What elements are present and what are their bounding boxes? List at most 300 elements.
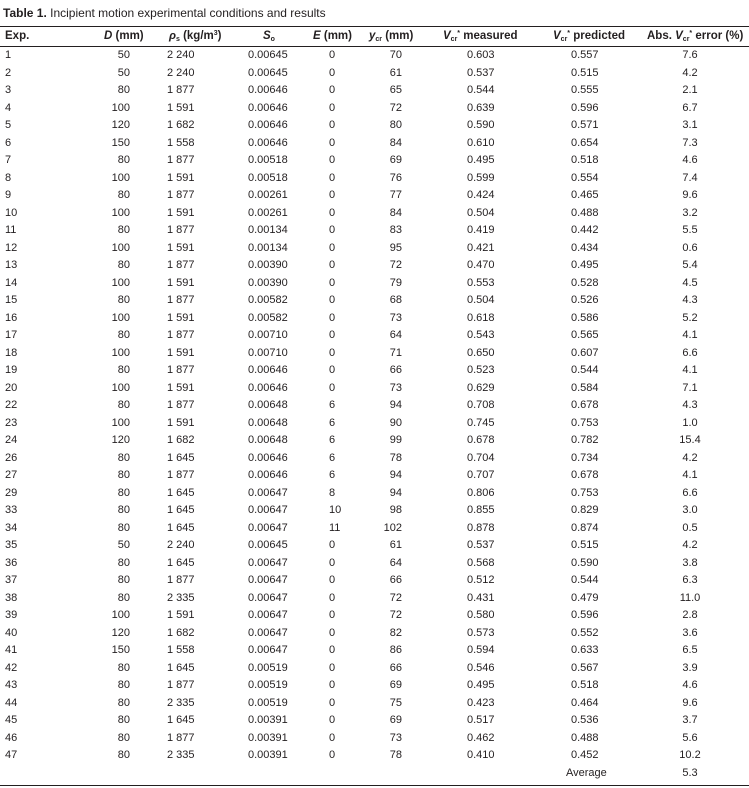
- cell-abs-error: 4.3: [682, 294, 698, 306]
- cell-diameter: 100: [111, 609, 130, 621]
- cell-density: 1 558: [167, 644, 195, 656]
- cell-exp: 40: [5, 626, 18, 639]
- cell-diameter: 80: [117, 469, 130, 481]
- cell-exp: 17: [5, 329, 18, 341]
- cell-ycr: 84: [389, 206, 402, 219]
- cell-abs-error: 3.6: [682, 626, 698, 639]
- cell-vcr-measured: 0.537: [467, 66, 495, 79]
- cell-diameter: 80: [117, 731, 130, 744]
- cell-vcr-predicted: 0.495: [571, 259, 599, 271]
- cell-vcr-measured: 0.639: [467, 101, 495, 114]
- cell-slope: 0.00648: [248, 434, 288, 446]
- cell-vcr-measured: 0.523: [467, 364, 495, 376]
- cell-slope: 0.00134: [248, 241, 288, 254]
- cell-ycr: 66: [389, 661, 402, 674]
- cell-abs-error: 3.8: [682, 556, 698, 569]
- cell-vcr-predicted: 0.518: [571, 154, 599, 166]
- cell-ycr: 75: [389, 696, 402, 709]
- table-row: [0, 397, 749, 415]
- cell-abs-error: 7.3: [682, 136, 698, 149]
- cell-vcr-predicted: 0.586: [571, 311, 599, 324]
- cell-density: 1 591: [167, 206, 195, 219]
- table-row: [0, 747, 749, 765]
- table-row: [0, 82, 749, 100]
- cell-abs-error: 2.1: [682, 84, 698, 96]
- cell-density: 1 877: [167, 679, 195, 691]
- cell-slope: 0.00518: [248, 154, 288, 166]
- cell-vcr-measured: 0.618: [467, 311, 495, 324]
- cell-slope: 0.00646: [248, 381, 288, 394]
- cell-e: 0: [329, 696, 336, 709]
- cell-diameter: 80: [117, 696, 130, 709]
- cell-vcr-predicted: 0.607: [571, 346, 599, 359]
- cell-density: 1 877: [167, 399, 195, 411]
- cell-density: 1 591: [167, 609, 195, 621]
- table-row: [0, 362, 749, 380]
- table-row: [0, 257, 749, 275]
- cell-vcr-predicted: 0.753: [571, 416, 599, 429]
- cell-vcr-measured: 0.419: [467, 224, 495, 236]
- cell-vcr-predicted: 0.515: [571, 539, 599, 551]
- table-row: [0, 380, 749, 398]
- cell-abs-error: 11.0: [679, 591, 701, 604]
- cell-vcr-predicted: 0.536: [571, 714, 599, 726]
- header-vcr-predicted: $V_{cr}^*$ predicted: [553, 30, 625, 43]
- cell-ycr: 66: [389, 364, 402, 376]
- cell-exp: 41: [5, 644, 18, 656]
- cell-vcr-predicted: 0.488: [571, 731, 599, 744]
- cell-ycr: 64: [389, 556, 402, 569]
- cell-vcr-measured: 0.512: [467, 574, 495, 586]
- table-row: [0, 607, 749, 625]
- table-row: [0, 170, 749, 188]
- cell-abs-error: 5.6: [682, 731, 698, 744]
- cell-slope: 0.00710: [248, 346, 288, 359]
- cell-e: 0: [329, 609, 336, 621]
- cell-vcr-predicted: 0.442: [571, 224, 599, 236]
- cell-slope: 0.00646: [248, 451, 288, 464]
- cell-vcr-measured: 0.678: [467, 434, 495, 446]
- cell-abs-error: 3.9: [682, 661, 698, 674]
- cell-exp: 3: [5, 84, 12, 96]
- cell-e: 0: [329, 136, 336, 149]
- cell-exp: 24: [5, 434, 18, 446]
- cell-e: 8: [329, 486, 336, 499]
- cell-exp: 42: [5, 661, 18, 674]
- cell-slope: 0.00391: [248, 749, 288, 761]
- cell-ycr: 77: [389, 189, 402, 201]
- cell-abs-error: 5.2: [682, 311, 698, 324]
- cell-density: 1 682: [167, 626, 195, 639]
- cell-exp: 29: [5, 486, 18, 499]
- cell-exp: 26: [5, 451, 18, 464]
- cell-ycr: 90: [389, 416, 402, 429]
- cell-abs-error: 15.4: [679, 434, 701, 446]
- cell-abs-error: 4.2: [682, 451, 698, 464]
- cell-e: 0: [329, 276, 336, 289]
- cell-vcr-predicted: 0.434: [571, 241, 599, 254]
- cell-diameter: 80: [117, 224, 130, 236]
- cell-diameter: 100: [111, 206, 130, 219]
- cell-vcr-predicted: 0.678: [571, 399, 599, 411]
- cell-diameter: 80: [117, 521, 130, 534]
- cell-density: 1 591: [167, 381, 195, 394]
- cell-diameter: 80: [117, 329, 130, 341]
- cell-abs-error: 3.7: [682, 714, 698, 726]
- cell-exp: 37: [5, 574, 18, 586]
- table-row: [0, 625, 749, 643]
- cell-e: 0: [329, 346, 336, 359]
- table-row: [0, 642, 749, 660]
- cell-exp: 9: [5, 189, 12, 201]
- header-density: $\rho_s$ $(kg/m^3)$: [169, 30, 222, 43]
- cell-ycr: 69: [389, 154, 402, 166]
- table-header: [0, 27, 749, 46]
- cell-diameter: 150: [111, 136, 130, 149]
- cell-ycr: 69: [389, 714, 402, 726]
- cell-ycr: 84: [389, 136, 402, 149]
- cell-ycr: 61: [389, 539, 402, 551]
- cell-density: 1 877: [167, 84, 195, 96]
- cell-density: 1 877: [167, 294, 195, 306]
- cell-diameter: 50: [117, 539, 130, 551]
- header-ycr: $y_{cr}$ (mm): [369, 30, 414, 43]
- cell-ycr: 78: [389, 451, 402, 464]
- cell-e: 0: [329, 644, 336, 656]
- cell-density: 1 645: [167, 661, 195, 674]
- cell-vcr-predicted: 0.596: [571, 101, 599, 114]
- cell-ycr: 94: [389, 469, 402, 481]
- cell-vcr-predicted: 0.654: [571, 136, 599, 149]
- cell-vcr-measured: 0.424: [467, 189, 495, 201]
- cell-abs-error: 0.5: [682, 521, 698, 534]
- cell-density: 1 877: [167, 574, 195, 586]
- cell-density: 1 591: [167, 276, 195, 289]
- cell-e: 0: [329, 311, 336, 324]
- cell-abs-error: 10.2: [679, 749, 701, 761]
- cell-slope: 0.00391: [248, 731, 288, 744]
- cell-abs-error: 6.6: [682, 486, 698, 499]
- cell-diameter: 80: [117, 679, 130, 691]
- cell-exp: 7: [5, 154, 12, 166]
- cell-e: 0: [329, 714, 336, 726]
- cell-e: 0: [329, 294, 336, 306]
- cell-density: 2 240: [167, 539, 195, 551]
- cell-abs-error: 4.3: [682, 399, 698, 411]
- cell-diameter: 80: [117, 574, 130, 586]
- cell-ycr: 69: [389, 679, 402, 691]
- cell-slope: 0.00648: [248, 399, 288, 411]
- cell-diameter: 120: [111, 626, 130, 639]
- cell-e: 6: [329, 469, 336, 481]
- cell-vcr-predicted: 0.596: [571, 609, 599, 621]
- cell-e: 0: [329, 591, 336, 604]
- cell-exp: 46: [5, 731, 18, 744]
- cell-e: 0: [329, 66, 336, 79]
- cell-slope: 0.00519: [248, 661, 288, 674]
- cell-ycr: 73: [389, 731, 402, 744]
- cell-abs-error: 7.1: [682, 381, 698, 394]
- cell-exp: 6: [5, 136, 12, 149]
- cell-e: 0: [329, 119, 336, 131]
- cell-vcr-predicted: 0.465: [571, 189, 599, 201]
- cell-vcr-predicted: 0.544: [571, 364, 599, 376]
- cell-e: 0: [329, 329, 336, 341]
- cell-ycr: 68: [389, 294, 402, 306]
- cell-density: 1 645: [167, 486, 195, 499]
- table-row: [0, 152, 749, 170]
- cell-diameter: 120: [111, 119, 130, 131]
- cell-exp: 2: [5, 66, 12, 79]
- cell-abs-error: 4.2: [682, 539, 698, 551]
- cell-diameter: 80: [117, 661, 130, 674]
- cell-diameter: 80: [117, 556, 130, 569]
- cell-density: 1 877: [167, 154, 195, 166]
- cell-ycr: 94: [389, 486, 402, 499]
- cell-vcr-measured: 0.599: [467, 171, 495, 184]
- cell-vcr-measured: 0.707: [467, 469, 495, 481]
- cell-vcr-predicted: 0.753: [571, 486, 599, 499]
- cell-diameter: 80: [117, 364, 130, 376]
- cell-abs-error: 2.8: [682, 609, 698, 621]
- cell-abs-error: 5.5: [682, 224, 698, 236]
- cell-slope: 0.00645: [248, 66, 288, 79]
- table-row: [0, 432, 749, 450]
- cell-abs-error: 3.2: [682, 206, 698, 219]
- cell-vcr-measured: 0.537: [467, 539, 495, 551]
- cell-vcr-predicted: 0.734: [571, 451, 599, 464]
- table-row: [0, 187, 749, 205]
- cell-vcr-measured: 0.553: [467, 276, 495, 289]
- cell-exp: 14: [5, 276, 18, 289]
- cell-diameter: 120: [111, 434, 130, 446]
- table-row: [0, 677, 749, 695]
- cell-vcr-measured: 0.431: [467, 591, 495, 604]
- header-slope: $S_o$: [263, 30, 275, 43]
- cell-density: 1 877: [167, 731, 195, 744]
- cell-vcr-measured: 0.504: [467, 294, 495, 306]
- cell-slope: 0.00646: [248, 469, 288, 481]
- cell-ycr: 71: [389, 346, 402, 359]
- cell-e: 0: [329, 154, 336, 166]
- cell-diameter: 80: [117, 504, 130, 516]
- cell-exp: 18: [5, 346, 18, 359]
- cell-vcr-measured: 0.462: [467, 731, 495, 744]
- cell-vcr-measured: 0.544: [467, 84, 495, 96]
- cell-slope: 0.00519: [248, 696, 288, 709]
- cell-density: 2 335: [167, 696, 195, 709]
- cell-vcr-measured: 0.603: [467, 49, 495, 61]
- table-row: [0, 47, 749, 65]
- cell-vcr-measured: 0.517: [467, 714, 495, 726]
- cell-vcr-measured: 0.594: [467, 644, 495, 656]
- cell-vcr-predicted: 0.565: [571, 329, 599, 341]
- cell-vcr-measured: 0.708: [467, 399, 495, 411]
- cell-e: 0: [329, 364, 336, 376]
- cell-e: 6: [329, 416, 336, 429]
- cell-exp: 34: [5, 521, 18, 534]
- cell-abs-error: 9.6: [682, 696, 698, 709]
- cell-ycr: 66: [389, 574, 402, 586]
- cell-e: 0: [329, 749, 336, 761]
- cell-vcr-measured: 0.421: [467, 241, 495, 254]
- cell-exp: 36: [5, 556, 18, 569]
- cell-ycr: 72: [389, 259, 402, 271]
- table-row: [0, 117, 749, 135]
- cell-ycr: 95: [389, 241, 402, 254]
- cell-vcr-predicted: 0.782: [571, 434, 599, 446]
- cell-vcr-predicted: 0.584: [571, 381, 599, 394]
- cell-abs-error: 6.3: [682, 574, 698, 586]
- cell-density: 1 591: [167, 101, 195, 114]
- cell-e: 0: [329, 171, 336, 184]
- cell-e: 6: [329, 399, 336, 411]
- cell-exp: 10: [5, 206, 18, 219]
- cell-vcr-predicted: 0.874: [571, 521, 599, 534]
- cell-exp: 27: [5, 469, 18, 481]
- cell-vcr-predicted: 0.555: [571, 84, 599, 96]
- cell-exp: 5: [5, 119, 12, 131]
- cell-slope: 0.00647: [248, 556, 288, 569]
- cell-abs-error: 4.1: [682, 329, 698, 341]
- cell-vcr-predicted: 0.829: [571, 504, 599, 516]
- cell-ycr: 61: [389, 66, 402, 79]
- cell-density: 1 591: [167, 171, 195, 184]
- cell-ycr: 98: [389, 504, 402, 516]
- cell-density: 2 240: [167, 66, 195, 79]
- cell-e: 11: [329, 521, 341, 534]
- cell-abs-error: 6.7: [682, 101, 698, 114]
- cell-slope: 0.00519: [248, 679, 288, 691]
- cell-e: 0: [329, 679, 336, 691]
- cell-abs-error: 4.2: [682, 66, 698, 79]
- cell-vcr-predicted: 0.633: [571, 644, 599, 656]
- table-row: [0, 520, 749, 538]
- cell-diameter: 100: [111, 311, 130, 324]
- cell-slope: 0.00390: [248, 276, 288, 289]
- cell-vcr-measured: 0.878: [467, 521, 495, 534]
- header-exp: Exp.: [5, 30, 30, 42]
- table-row: [0, 205, 749, 223]
- cell-ycr: 73: [389, 311, 402, 324]
- cell-vcr-predicted: 0.678: [571, 469, 599, 481]
- cell-slope: 0.00646: [248, 119, 288, 131]
- cell-abs-error: 6.5: [682, 644, 698, 656]
- cell-abs-error: 3.0: [682, 504, 698, 516]
- cell-exp: 39: [5, 609, 18, 621]
- cell-diameter: 100: [111, 171, 130, 184]
- cell-density: 2 240: [167, 49, 195, 61]
- cell-slope: 0.00645: [248, 539, 288, 551]
- cell-density: 1 682: [167, 434, 195, 446]
- table-row: [0, 555, 749, 573]
- table-row: [0, 240, 749, 258]
- cell-density: 1 591: [167, 346, 195, 359]
- cell-diameter: 80: [117, 189, 130, 201]
- cell-slope: 0.00391: [248, 714, 288, 726]
- cell-slope: 0.00582: [248, 311, 288, 324]
- cell-ycr: 76: [389, 171, 402, 184]
- cell-exp: 45: [5, 714, 18, 726]
- table-row: [0, 450, 749, 468]
- table-body: [0, 47, 749, 782]
- cell-density: 1 877: [167, 259, 195, 271]
- cell-abs-error: 4.6: [682, 154, 698, 166]
- table-row: [0, 537, 749, 555]
- cell-vcr-measured: 0.580: [467, 609, 495, 621]
- average-value: 5.3: [682, 766, 698, 779]
- cell-vcr-measured: 0.855: [467, 504, 495, 516]
- cell-vcr-predicted: 0.488: [571, 206, 599, 219]
- cell-slope: 0.00647: [248, 591, 288, 604]
- cell-slope: 0.00645: [248, 49, 288, 61]
- cell-abs-error: 3.1: [682, 119, 698, 131]
- cell-e: 0: [329, 574, 336, 586]
- cell-density: 1 645: [167, 714, 195, 726]
- cell-diameter: 80: [117, 84, 130, 96]
- cell-slope: 0.00582: [248, 294, 288, 306]
- cell-abs-error: 9.6: [682, 189, 698, 201]
- cell-e: 0: [329, 259, 336, 271]
- cell-abs-error: 1.0: [682, 416, 698, 429]
- cell-exp: 19: [5, 364, 18, 376]
- cell-density: 1 645: [167, 556, 195, 569]
- cell-density: 2 335: [167, 591, 195, 604]
- average-label: Average: [566, 766, 607, 779]
- table-row: [0, 327, 749, 345]
- cell-exp: 20: [5, 381, 18, 394]
- cell-e: 0: [329, 224, 336, 236]
- cell-density: 1 877: [167, 224, 195, 236]
- cell-exp: 35: [5, 539, 18, 551]
- cell-vcr-measured: 0.568: [467, 556, 495, 569]
- cell-ycr: 94: [389, 399, 402, 411]
- cell-exp: 13: [5, 259, 18, 271]
- cell-abs-error: 4.1: [682, 364, 698, 376]
- cell-diameter: 100: [111, 101, 130, 114]
- cell-slope: 0.00647: [248, 521, 288, 534]
- cell-vcr-predicted: 0.552: [571, 626, 599, 639]
- cell-ycr: 72: [389, 591, 402, 604]
- cell-ycr: 73: [389, 381, 402, 394]
- cell-e: 0: [329, 84, 336, 96]
- cell-vcr-measured: 0.504: [467, 206, 495, 219]
- cell-slope: 0.00647: [248, 574, 288, 586]
- cell-ycr: 79: [389, 276, 402, 289]
- cell-vcr-measured: 0.629: [467, 381, 495, 394]
- cell-slope: 0.00646: [248, 364, 288, 376]
- cell-diameter: 100: [111, 276, 130, 289]
- cell-exp: 11: [5, 224, 17, 236]
- cell-e: 0: [329, 661, 336, 674]
- cell-exp: 47: [5, 749, 18, 761]
- cell-vcr-measured: 0.470: [467, 259, 495, 271]
- cell-slope: 0.00648: [248, 416, 288, 429]
- cell-abs-error: 4.5: [682, 276, 698, 289]
- cell-vcr-measured: 0.423: [467, 696, 495, 709]
- cell-e: 0: [329, 731, 336, 744]
- cell-e: 0: [329, 381, 336, 394]
- cell-slope: 0.00646: [248, 84, 288, 96]
- cell-vcr-predicted: 0.452: [571, 749, 599, 761]
- cell-vcr-measured: 0.543: [467, 329, 495, 341]
- cell-abs-error: 6.6: [682, 346, 698, 359]
- cell-vcr-predicted: 0.557: [571, 49, 599, 61]
- cell-exp: 22: [5, 399, 18, 411]
- cell-diameter: 100: [111, 241, 130, 254]
- cell-diameter: 80: [117, 591, 130, 604]
- table-caption-text: Incipient motion experimental conditions and results: [46, 6, 326, 20]
